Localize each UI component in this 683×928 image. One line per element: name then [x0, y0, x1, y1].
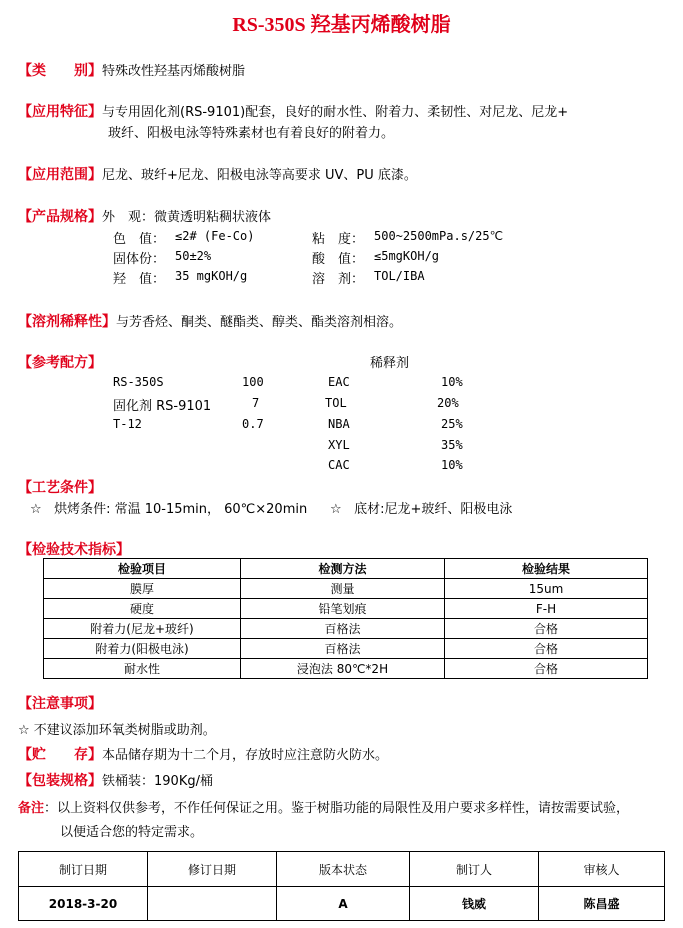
table-cell: 铅笔划痕: [241, 599, 445, 619]
diluent-pct: 35%: [441, 438, 463, 452]
category-row: [18, 60, 245, 80]
component-amount: 7: [252, 396, 260, 410]
appearance-value: 微黄透明粘稠状液体: [154, 210, 272, 225]
revision-header-cell: 制订人: [410, 852, 539, 887]
packing-text: 铁桶装：190Kg/桶: [102, 774, 213, 789]
color-value: ≤2# (Fe-Co): [175, 229, 255, 243]
table-cell: 15um: [445, 579, 648, 599]
table-row: [44, 579, 648, 599]
page-title: RS-350S 羟基丙烯酸树脂: [232, 14, 451, 36]
solvent-label: 溶 剂：: [312, 272, 365, 287]
table-header-row: [44, 559, 648, 579]
category-label: 【类 别】: [18, 63, 102, 79]
hydroxyl-value: 35 mgKOH/g: [175, 269, 248, 283]
features-line2: 玻纤、阳极电泳等特殊素材也有着良好的附着力。: [108, 126, 395, 141]
table-cell: 合格: [445, 659, 648, 679]
revision-header-cell: 审核人: [539, 852, 665, 887]
table-cell: 百格法: [241, 639, 445, 659]
revision-header-cell: 版本状态: [277, 852, 410, 887]
process-baking: ☆ 烘烤条件: 常温 10-15min， 60℃×20min: [30, 502, 308, 517]
solid-label: 固体份：: [113, 252, 166, 267]
appearance-label: 外 观：: [102, 210, 155, 225]
solid-value: 50±2%: [175, 249, 212, 263]
remark-label: 备注: [18, 801, 45, 816]
diluent-name: XYL: [328, 438, 350, 452]
specs-row: [18, 206, 271, 226]
solubility-text: 与芳香烃、酮类、醚酯类、醇类、酯类溶剂相溶。: [116, 315, 403, 330]
diluent-name: TOL: [325, 396, 347, 410]
solvent-value: TOL/IBA: [374, 269, 425, 283]
process-substrate: ☆ 底材:尼龙+玻纤、阳极电泳: [330, 502, 513, 517]
table-cell: 附着力(尼龙+玻纤): [44, 619, 241, 639]
viscosity-label: 粘 度：: [312, 232, 365, 247]
table-header-cell: 检测方法: [241, 559, 445, 579]
scope-text: 尼龙、玻纤+尼龙、阳极电泳等高要求 UV、PU 底漆。: [102, 168, 417, 183]
revision-table: [18, 851, 665, 921]
revision-header-cell: 制订日期: [19, 852, 148, 887]
revision-header-row: [19, 852, 665, 887]
viscosity-value: 500~2500mPa.s/25℃: [374, 229, 504, 243]
component-amount: 0.7: [242, 417, 264, 431]
packing-label: 【包装规格】: [18, 773, 102, 789]
table-cell: 百格法: [241, 619, 445, 639]
notice-label: 【注意事项】: [18, 696, 102, 712]
scope-row: [18, 164, 417, 184]
notice-text: ☆ 不建议添加环氧类树脂或助剂。: [18, 723, 216, 738]
features-label: 【应用特征】: [18, 104, 102, 120]
table-cell: 附着力(阳极电泳): [44, 639, 241, 659]
table-cell: 合格: [445, 639, 648, 659]
table-row: [44, 639, 648, 659]
revision-value-row: [19, 887, 665, 921]
diluent-pct: 10%: [441, 458, 463, 472]
diluent-name: NBA: [328, 417, 350, 431]
solubility-label: 【溶剂稀释性】: [18, 314, 116, 330]
features-line1: 与专用固化剂(RS-9101)配套，良好的耐水性、附着力、柔韧性、对尼龙、尼龙+: [102, 105, 569, 120]
component-name: 固化剂 RS-9101: [113, 399, 212, 414]
revision-reviewer-cell: 陈昌盛: [539, 887, 665, 921]
table-cell: 浸泡法 80℃*2H: [241, 659, 445, 679]
scope-label: 【应用范围】: [18, 167, 102, 183]
acid-value: ≤5mgKOH/g: [374, 249, 440, 263]
component-name: RS-350S: [113, 375, 164, 389]
category-text: 特殊改性羟基丙烯酸树脂: [102, 64, 246, 79]
table-row: [44, 619, 648, 639]
solubility-row: [18, 311, 402, 331]
star-icon: ☆: [330, 502, 342, 517]
table-cell: 合格: [445, 619, 648, 639]
revision-author-cell: 钱威: [410, 887, 539, 921]
diluent-title: 稀释剂: [370, 356, 410, 371]
table-cell: 耐水性: [44, 659, 241, 679]
inspection-label: 【检验技术指标】: [18, 542, 130, 558]
revision-revised-cell: [148, 887, 277, 921]
table-row: [44, 599, 648, 619]
table-row: [44, 659, 648, 679]
inspection-table: [43, 558, 648, 679]
remark-line1: ：以上资料仅供参考，不作任何保证之用。鉴于树脂功能的局限性及用户要求多样性，请按需要试验，: [44, 801, 630, 816]
diluent-name: EAC: [328, 375, 350, 389]
component-amount: 100: [242, 375, 264, 389]
features-row: [18, 101, 568, 121]
revision-date-cell: 2018-3-20: [19, 887, 148, 921]
table-cell: F-H: [445, 599, 648, 619]
revision-header-cell: 修订日期: [148, 852, 277, 887]
star-icon: ☆: [30, 502, 42, 517]
specs-label: 【产品规格】: [18, 209, 102, 225]
formula-label: 【参考配方】: [18, 355, 102, 371]
diluent-pct: 20%: [437, 396, 459, 410]
table-cell: 膜厚: [44, 579, 241, 599]
table-header-cell: 检验项目: [44, 559, 241, 579]
storage-label: 【贮 存】: [18, 747, 102, 763]
diluent-pct: 25%: [441, 417, 463, 431]
process-label: 【工艺条件】: [18, 480, 102, 496]
table-header-cell: 检验结果: [445, 559, 648, 579]
diluent-name: CAC: [328, 458, 350, 472]
storage-text: 本品储存期为十二个月，存放时应注意防火防水。: [102, 748, 389, 763]
hydroxyl-label: 羟 值：: [113, 272, 166, 287]
remark-row: [18, 797, 629, 816]
color-label: 色 值：: [113, 232, 166, 247]
revision-version-cell: A: [277, 887, 410, 921]
table-cell: 硬度: [44, 599, 241, 619]
storage-row: [18, 744, 388, 764]
remark-line2: 以便适合您的特定需求。: [60, 825, 204, 840]
component-name: T-12: [113, 417, 142, 431]
acid-label: 酸 值：: [312, 252, 365, 267]
diluent-pct: 10%: [441, 375, 463, 389]
table-cell: 测量: [241, 579, 445, 599]
packing-row: [18, 770, 213, 790]
